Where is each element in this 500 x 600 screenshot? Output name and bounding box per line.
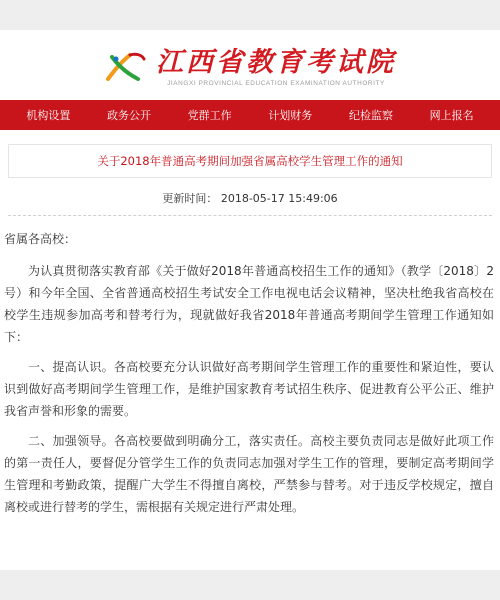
article-title-box <box>8 144 492 178</box>
nav-item-discipline-inspection[interactable]: 纪检监察 <box>348 109 393 122</box>
site-logo-title[interactable]: 江西省教育考试院 <box>156 46 396 78</box>
article-title: 关于2018年普通高考期间加强省属高校学生管理工作的通知 <box>97 154 403 168</box>
logo-icon <box>104 49 148 85</box>
article-salutation: 省属各高校： <box>4 232 77 246</box>
article-body <box>0 228 500 518</box>
logo-text <box>156 48 396 87</box>
nav-item-institution[interactable]: 机构设置 <box>26 109 71 122</box>
update-time-value: 2018-05-17 15:49:06 <box>220 192 338 205</box>
page-frame <box>0 30 500 570</box>
main-nav <box>0 100 500 130</box>
site-logo-subtitle: JIANGXI PROVINCIAL EDUCATION EXAMINATION AUTHORITY <box>167 79 385 87</box>
nav-item-party-work[interactable]: 党群工作 <box>187 109 232 122</box>
update-time-line <box>0 190 500 204</box>
nav-item-government-affairs[interactable]: 政务公开 <box>106 109 151 122</box>
article-paragraph: 一、提高认识。各高校要充分认识做好高考期间学生管理工作的重要性和紧迫性，要认识到做好高考期间学生管理工作，是维护国家教育考试招生秩序、促进教育公平公正、维护我省声誉和形象的需要。 <box>4 360 494 418</box>
nav-item-planning-finance[interactable]: 计划财务 <box>268 109 313 122</box>
nav-item-online-registration[interactable]: 网上报名 <box>429 109 474 122</box>
divider <box>8 215 492 216</box>
article-paragraph: 为认真贯彻落实教育部《关于做好2018年普通高校招生工作的通知》（教学〔2018〕2号）和今年全国、全省普通高校招生考试安全工作电视电话会议精神，坚决杜绝我省高校在校学生违规参加高考和替考行为，现就做好我省2018年普通高考期间学生管理工作通知如下： <box>4 264 494 344</box>
site-header <box>0 30 500 100</box>
article-paragraph: 二、加强领导。各高校要做到明确分工，落实责任。高校主要负责同志是做好此项工作的第一责任人，要督促分管学生工作的负责同志加强对学生工作的管理，要制定高考期间学生管理和考勤政策，提醒广大学生不得擅自离校，严禁参与替考。对于违反学校规定，擅自离校或进行替考的学生，需根据有关规定进行严肃处理。 <box>4 434 494 514</box>
update-time-label: 更新时间： <box>162 192 218 205</box>
